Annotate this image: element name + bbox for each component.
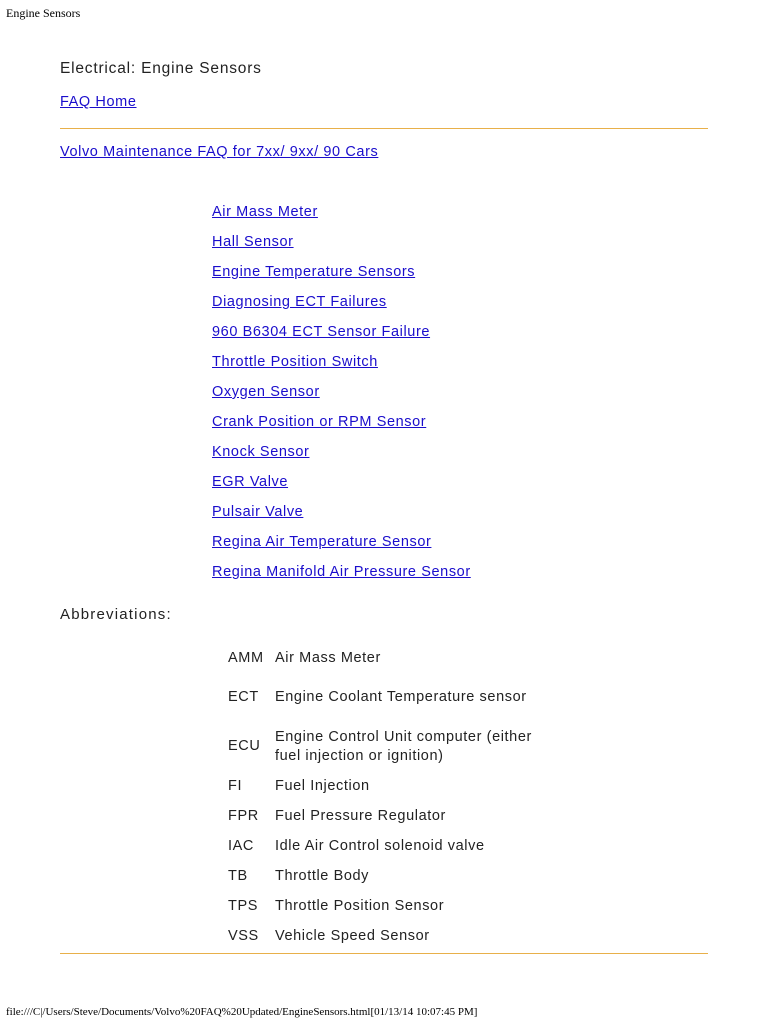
abbreviations-heading: Abbreviations: xyxy=(60,606,172,623)
topic-link-throttle-position-switch[interactable]: Throttle Position Switch xyxy=(212,354,378,370)
list-item xyxy=(212,413,471,443)
abbreviation-code: TB xyxy=(228,867,248,884)
abbreviation-description: Throttle Body xyxy=(275,867,370,884)
faq-home-link[interactable]: FAQ Home xyxy=(60,94,137,110)
abbreviation-description: Fuel Pressure Regulator xyxy=(275,807,446,824)
table-row xyxy=(228,831,535,861)
table-row xyxy=(228,801,535,831)
list-item xyxy=(212,473,471,503)
topic-link-egr-valve[interactable]: EGR Valve xyxy=(212,474,289,490)
list-item xyxy=(212,293,471,323)
table-row xyxy=(228,861,535,891)
topic-link-engine-temperature-sensors[interactable]: Engine Temperature Sensors xyxy=(212,264,416,280)
list-item xyxy=(212,323,471,353)
abbreviation-code: FI xyxy=(228,777,243,794)
abbreviation-code: ECT xyxy=(228,689,259,705)
abbreviations-table xyxy=(228,643,535,951)
topic-link-pulsair-valve[interactable]: Pulsair Valve xyxy=(212,504,304,520)
topic-link-regina-air-temperature-sensor[interactable]: Regina Air Temperature Sensor xyxy=(212,534,432,550)
abbreviation-code: AMM xyxy=(228,649,264,666)
topic-link-regina-manifold-air-pressure-sensor[interactable]: Regina Manifold Air Pressure Sensor xyxy=(212,564,471,580)
list-item xyxy=(212,263,471,293)
abbreviation-description: Idle Air Control solenoid valve xyxy=(275,837,485,854)
topic-link-crank-position-sensor[interactable]: Crank Position or RPM Sensor xyxy=(212,414,427,430)
abbreviation-code: TPS xyxy=(228,897,258,914)
abbreviation-description: Air Mass Meter xyxy=(275,649,381,666)
table-row xyxy=(228,673,535,722)
list-item xyxy=(212,353,471,383)
table-row xyxy=(228,771,535,801)
table-row xyxy=(228,722,535,771)
abbreviation-code: ECU xyxy=(228,738,261,754)
main-faq-link[interactable]: Volvo Maintenance FAQ for 7xx/ 9xx/ 90 Cars xyxy=(60,144,379,160)
list-item xyxy=(212,233,471,263)
abbreviation-description: Engine Coolant Temperature sensor xyxy=(275,689,527,705)
print-footer: file:///C|/Users/Steve/Documents/Volvo%20FAQ%20Updated/EngineSensors.html[01/13/14 10:07:45 PM] xyxy=(6,1006,478,1018)
table-row xyxy=(228,921,535,951)
list-item xyxy=(212,443,471,473)
table-row xyxy=(228,891,535,921)
abbreviation-description: Vehicle Speed Sensor xyxy=(275,927,430,944)
list-item xyxy=(212,533,471,563)
list-item xyxy=(212,383,471,413)
topic-link-knock-sensor[interactable]: Knock Sensor xyxy=(212,444,310,460)
list-item xyxy=(212,563,471,593)
list-item xyxy=(212,503,471,533)
topic-link-diagnosing-ect-failures[interactable]: Diagnosing ECT Failures xyxy=(212,294,387,310)
topic-link-air-mass-meter[interactable]: Air Mass Meter xyxy=(212,204,318,220)
table-row xyxy=(228,643,535,673)
print-header: Engine Sensors xyxy=(6,6,81,20)
topic-link-hall-sensor[interactable]: Hall Sensor xyxy=(212,234,294,250)
page-title: Electrical: Engine Sensors xyxy=(60,60,262,77)
top-divider xyxy=(60,128,708,129)
list-item xyxy=(212,203,471,233)
abbreviation-description: Engine Control Unit computer (either fuel injection or ignition) xyxy=(275,728,532,764)
abbreviation-code: IAC xyxy=(228,837,254,854)
abbreviation-code: FPR xyxy=(228,807,259,824)
topic-link-oxygen-sensor[interactable]: Oxygen Sensor xyxy=(212,384,320,400)
topic-link-ect-sensor-failure[interactable]: 960 B6304 ECT Sensor Failure xyxy=(212,324,431,340)
topic-list xyxy=(212,203,471,593)
abbreviation-description: Fuel Injection xyxy=(275,777,370,794)
abbreviation-description: Throttle Position Sensor xyxy=(275,897,445,914)
abbreviation-code: VSS xyxy=(228,927,259,944)
bottom-divider xyxy=(60,953,708,954)
